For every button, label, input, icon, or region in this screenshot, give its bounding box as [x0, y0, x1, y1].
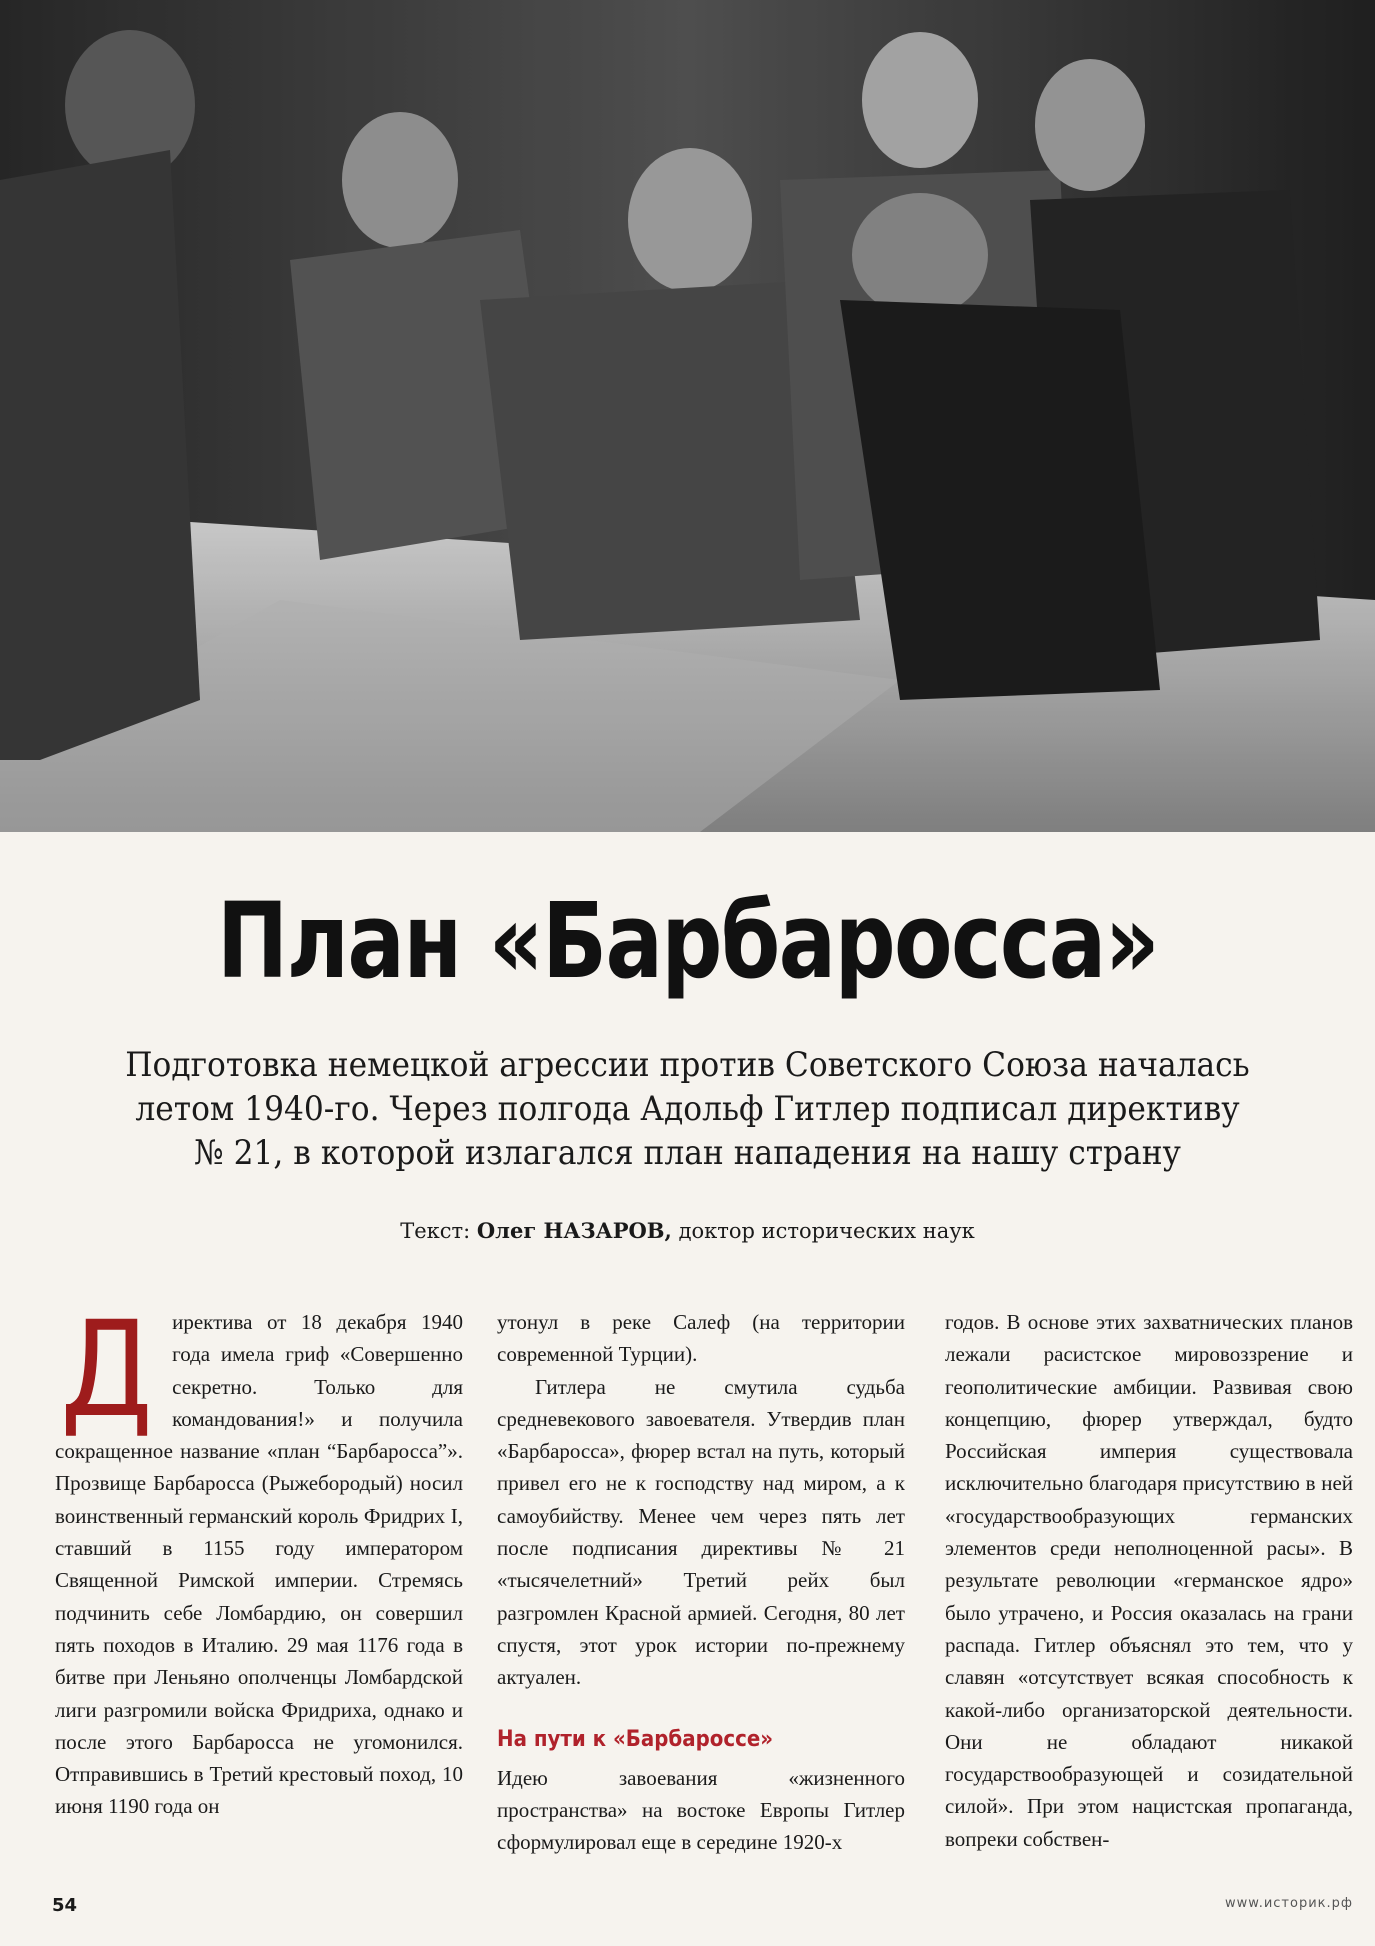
site-url: www.историк.рф	[1224, 1896, 1353, 1911]
article-title: План «Барбаросса»	[216, 880, 1159, 1002]
byline-prefix: Текст:	[400, 1219, 471, 1243]
photo-illustration	[0, 0, 1375, 832]
page-number: 54	[52, 1895, 78, 1916]
author-name: Олег НАЗАРОВ,	[476, 1218, 672, 1243]
paragraph	[55, 1293, 463, 1823]
paragraph: Идею завоевания «жизненного пространства» на востоке Европы Гитлер сформулировал еще в середине 1920-х	[497, 1765, 905, 1855]
paragraph: годов. В основе этих захватнических планов лежали расистское мировоззрение и геополитические амбиции. Развивая свою концепцию, фюрер утверждал, будто Российская империя существовала исключительно благодаря присутствию в ней «государствообразующих германских элементов среди неполноценной расы». В результате революции «германское ядро» было утрачено, и Россия оказалась на грани распада. Гитлер объяснял это тем, что у славян «отсутствует всякая способность к какой-либо организаторской деятельности. Они не обладают никакой государствообразующей и созидательной силой». При этом нацистская пропаганда, вопреки собствен-	[945, 1310, 1353, 1851]
text-column-1	[55, 1293, 463, 1823]
section-subhead: На пути к «Барбароссе»	[497, 1726, 774, 1752]
article-lead: Подготовка немецкой агрессии против Советского Союза началась летом 1940-го. Через полгода Адольф Гитлер подписал директиву № 21, в которой излагался план нападения на нашу страну	[125, 1045, 1250, 1173]
text-column-2	[497, 1306, 905, 1859]
header-photo	[0, 0, 1375, 832]
paragraph-text: иректива от 18 декабря 1940 года имела гриф «Совершенно секретно. Только для командования!» и получила сокращенное название «план “Барбаросса”». Прозвище Барбаросса (Рыжебородый) носил воинственный германский король Фридрих I, ставший в 1155 году императором Священной Римской империи. Стремясь подчинить себе Ломбардию, он совершил пять походов в Италию. 29 мая 1176 года в битве при Леньяно ополченцы Ломбардской лиги разгромили войска Фридриха, однако и после этого Барбаросса не угомонился. Отправившись в Третий крестовый поход, 10 июня 1190 года он	[55, 1310, 463, 1819]
paragraph: Гитлера не смутила судьба средневекового завоевателя. Утвердив план «Барбаросса», фюрер встал на путь, который привел его не к господству над миром, а к самоубийству. Менее чем через пять лет после подписания директивы № 21 «тысячелетний» Третий рейх был разгромлен Красной армией. Сегодня, 80 лет спустя, этот урок истории по-прежнему актуален.	[497, 1374, 905, 1690]
text-column-3	[945, 1306, 1353, 1855]
drop-cap: Д	[60, 1293, 153, 1447]
paragraph: утонул в реке Салеф (на территории современной Турции).	[497, 1310, 905, 1367]
byline	[0, 1218, 1375, 1243]
author-title: доктор исторических наук	[678, 1219, 975, 1243]
